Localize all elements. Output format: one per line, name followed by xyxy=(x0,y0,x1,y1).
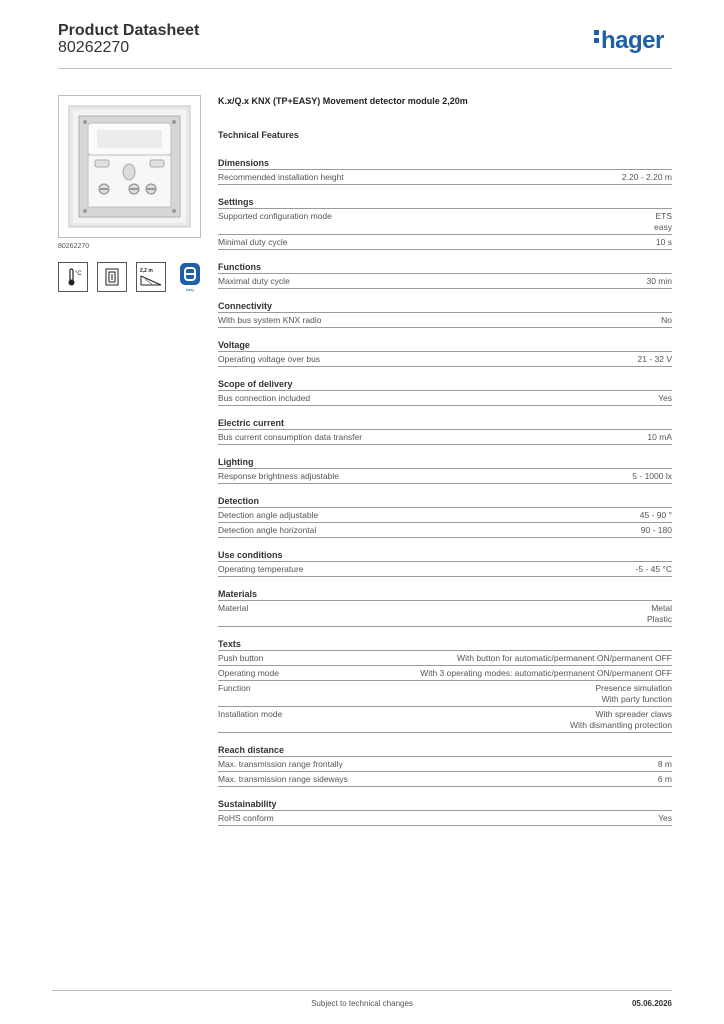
feature-value-line: With 3 operating modes: automatic/permanent ON/permanent OFF xyxy=(420,668,672,678)
feature-value xyxy=(622,172,672,183)
feature-value xyxy=(647,603,672,625)
feature-value-line: 6 m xyxy=(657,774,672,784)
section-title: Lighting xyxy=(218,455,672,469)
feature-label: Supported configuration mode xyxy=(218,211,332,221)
svg-text:°C: °C xyxy=(75,271,82,277)
feature-value xyxy=(420,668,672,679)
device-module-icon xyxy=(97,262,127,292)
product-image xyxy=(58,95,201,238)
section-electric-current xyxy=(218,416,672,445)
feature-label: Operating voltage over bus xyxy=(218,354,321,364)
feature-value xyxy=(570,709,672,731)
feature-row xyxy=(218,508,672,523)
datasheet-content xyxy=(218,96,672,826)
section-connectivity xyxy=(218,299,672,328)
section-title: Functions xyxy=(218,260,672,274)
feature-value xyxy=(658,393,672,404)
feature-value xyxy=(646,276,672,287)
feature-value-line: -5 - 45 °C xyxy=(635,564,672,574)
feature-row xyxy=(218,666,672,681)
feature-row xyxy=(218,772,672,787)
feature-label: Push button xyxy=(218,653,264,663)
feature-label: Function xyxy=(218,683,251,693)
feature-row xyxy=(218,651,672,666)
section-spacer xyxy=(218,328,672,338)
feature-value-line: With party function xyxy=(601,694,672,704)
feature-value xyxy=(654,211,672,233)
section-title: Scope of delivery xyxy=(218,377,672,391)
logo-text: hager xyxy=(601,27,664,54)
section-sustainability xyxy=(218,797,672,826)
section-spacer xyxy=(218,538,672,548)
feature-label: Max. transmission range frontally xyxy=(218,759,343,769)
feature-value xyxy=(457,653,672,664)
feature-value xyxy=(640,510,672,521)
feature-row xyxy=(218,757,672,772)
section-settings xyxy=(218,195,672,250)
feature-value xyxy=(595,683,672,705)
image-caption: 80262270 xyxy=(58,243,90,250)
feature-label: Response brightness adjustable xyxy=(218,471,339,481)
feature-row xyxy=(218,523,672,538)
section-use-conditions xyxy=(218,548,672,577)
section-title: Electric current xyxy=(218,416,672,430)
feature-label: Detection angle adjustable xyxy=(218,510,319,520)
feature-value xyxy=(661,315,672,326)
feature-label: Bus connection included xyxy=(218,393,311,403)
feature-label: Bus current consumption data transfer xyxy=(218,432,363,442)
section-spacer xyxy=(218,185,672,195)
feature-value-line: ETS xyxy=(655,211,672,221)
feature-row xyxy=(218,170,672,185)
feature-label: Installation mode xyxy=(218,709,283,719)
footer-note: Subject to technical changes xyxy=(311,999,413,1008)
section-spacer xyxy=(218,484,672,494)
feature-row xyxy=(218,681,672,707)
mounting-height-label: 2,2 m xyxy=(140,268,153,274)
feature-row xyxy=(218,274,672,289)
feature-value-line: 30 min xyxy=(646,276,672,286)
feature-value-line: With dismantling protection xyxy=(569,720,672,730)
feature-label: RoHS conform xyxy=(218,813,274,823)
feature-label: Recommended installation height xyxy=(218,172,344,182)
feature-value xyxy=(658,774,672,785)
section-spacer xyxy=(218,577,672,587)
feature-value xyxy=(656,237,672,248)
section-title: Connectivity xyxy=(218,299,672,313)
temperature-icon xyxy=(58,262,88,292)
feature-value xyxy=(658,759,672,770)
feature-value-line: 8 m xyxy=(657,759,672,769)
section-materials xyxy=(218,587,672,627)
feature-value xyxy=(658,813,672,824)
feature-value-line: 2.20 - 2.20 m xyxy=(621,172,672,182)
feature-row xyxy=(218,391,672,406)
feature-value-line: Metal xyxy=(651,603,672,613)
feature-sections xyxy=(218,156,672,826)
feature-row xyxy=(218,430,672,445)
easy-app-icon xyxy=(175,262,205,292)
feature-label: Minimal duty cycle xyxy=(218,237,288,247)
feature-value-line: With button for automatic/permanent ON/permanent OFF xyxy=(457,653,672,663)
footer-divider xyxy=(52,990,672,991)
feature-value xyxy=(636,564,672,575)
section-title: Texts xyxy=(218,637,672,651)
section-voltage xyxy=(218,338,672,367)
feature-value-line: With spreader claws xyxy=(595,709,672,719)
section-title: Settings xyxy=(218,195,672,209)
feature-value-line: Presence simulation xyxy=(595,683,672,693)
section-spacer xyxy=(218,250,672,260)
section-functions xyxy=(218,260,672,289)
section-title: Voltage xyxy=(218,338,672,352)
hager-logo xyxy=(594,27,664,55)
feature-value-line: 45 - 90 ° xyxy=(639,510,672,520)
feature-row xyxy=(218,601,672,627)
feature-value-line: No xyxy=(661,315,672,325)
technical-features-heading: Technical Features xyxy=(218,130,299,140)
section-spacer xyxy=(218,787,672,797)
section-title: Sustainability xyxy=(218,797,672,811)
feature-value-line: easy xyxy=(654,222,672,232)
section-spacer xyxy=(218,367,672,377)
feature-label: Material xyxy=(218,603,249,613)
feature-label: Operating temperature xyxy=(218,564,304,574)
footer-date: 05.06.2026 xyxy=(631,999,672,1008)
section-spacer xyxy=(218,445,672,455)
section-reach-distance xyxy=(218,743,672,787)
product-name: K.x/Q.x KNX (TP+EASY) Movement detector module 2,20m xyxy=(218,96,468,106)
section-spacer xyxy=(218,733,672,743)
feature-label: Max. transmission range sideways xyxy=(218,774,348,784)
section-title: Dimensions xyxy=(218,156,672,170)
section-detection xyxy=(218,494,672,538)
section-dimensions xyxy=(218,156,672,185)
section-title: Detection xyxy=(218,494,672,508)
feature-value-line: Plastic xyxy=(646,614,672,624)
section-title: Use conditions xyxy=(218,548,672,562)
feature-row xyxy=(218,209,672,235)
feature-value xyxy=(632,471,672,482)
section-texts xyxy=(218,637,672,733)
feature-value xyxy=(638,354,673,365)
section-lighting xyxy=(218,455,672,484)
feature-icon-row xyxy=(58,262,205,292)
feature-row xyxy=(218,313,672,328)
section-spacer xyxy=(218,289,672,299)
feature-label: Maximal duty cycle xyxy=(218,276,290,286)
feature-value-line: 90 - 180 xyxy=(640,525,672,535)
feature-value-line: Yes xyxy=(658,813,672,823)
movement-detector-image xyxy=(59,96,200,237)
section-title: Reach distance xyxy=(218,743,672,757)
section-title: Materials xyxy=(218,587,672,601)
mounting-height-icon xyxy=(136,262,166,292)
feature-row xyxy=(218,235,672,250)
feature-row xyxy=(218,352,672,367)
feature-row xyxy=(218,707,672,733)
feature-value xyxy=(641,525,672,536)
feature-row xyxy=(218,469,672,484)
feature-row xyxy=(218,562,672,577)
feature-value-line: 5 - 1000 lx xyxy=(632,471,672,481)
feature-label: Detection angle horizontal xyxy=(218,525,317,535)
feature-label: Operating mode xyxy=(218,668,279,678)
page-title: Product Datasheet xyxy=(58,22,200,39)
logo-dots-icon xyxy=(594,30,599,46)
section-scope-of-delivery xyxy=(218,377,672,406)
feature-value-line: Yes xyxy=(658,393,672,403)
feature-row xyxy=(218,811,672,826)
product-number: 80262270 xyxy=(58,39,130,56)
section-spacer xyxy=(218,406,672,416)
feature-value-line: 10 s xyxy=(655,237,672,247)
header-divider xyxy=(58,68,672,69)
feature-value xyxy=(647,432,672,443)
feature-label: With bus system KNX radio xyxy=(218,315,322,325)
feature-value-line: 21 - 32 V xyxy=(637,354,672,364)
section-spacer xyxy=(218,627,672,637)
feature-value-line: 10 mA xyxy=(647,432,672,442)
easy-app-label: easy xyxy=(185,287,195,292)
